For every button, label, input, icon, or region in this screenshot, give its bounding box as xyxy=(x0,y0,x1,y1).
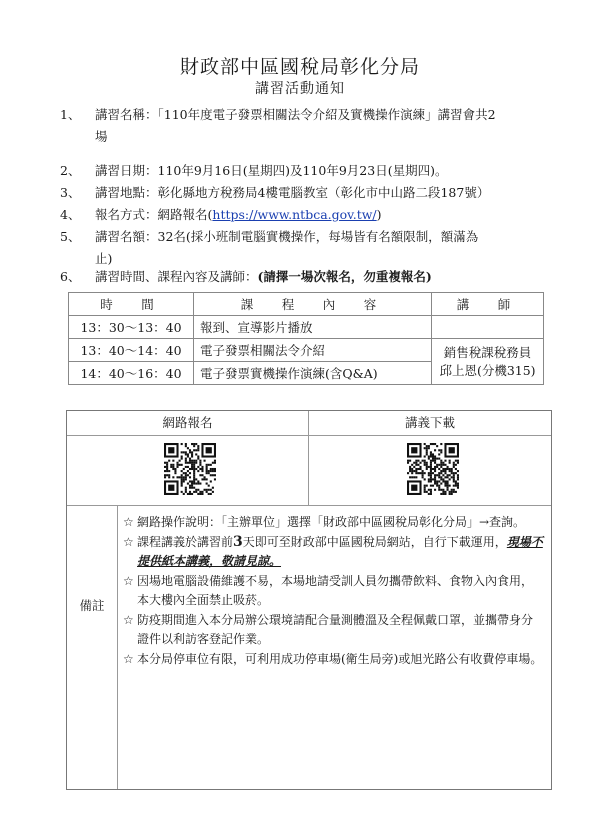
item-text: 講習日期：110年9月16日(星期四)及110年9月23日(星期四)。 xyxy=(95,163,448,178)
item-text: 講習名額：32名(採小班制電腦實機操作，每場皆有名額限制，額滿為 xyxy=(95,229,479,244)
star-icon: ☆ xyxy=(123,574,134,588)
star-icon: ☆ xyxy=(123,515,134,529)
star-icon: ☆ xyxy=(123,652,134,666)
item-text: 報名方式：網路報名( xyxy=(95,207,213,222)
handout-qr-code[interactable] xyxy=(407,443,459,495)
note-item: ☆ 課程講義於講習前3天即可至財政部中區國稅局網站，自行下載運用，現場不提供紙本講義，敬請見諒。 xyxy=(123,534,543,568)
page-title: 財政部中區國稅局彰化分局 xyxy=(179,56,420,78)
cell-content: 電子發票實機操作演練(含Q&A) xyxy=(194,362,432,385)
table-row xyxy=(69,316,544,339)
cell-time: 13：30～13：40 xyxy=(69,316,194,339)
divider xyxy=(67,505,551,506)
cell-content: 電子發票相關法令介紹 xyxy=(194,339,432,362)
cell-time: 14：40～16：40 xyxy=(69,362,194,385)
divider xyxy=(308,411,309,505)
cell-lecturer xyxy=(432,339,544,385)
header-time: 時 間 xyxy=(69,293,194,316)
item-text-suffix: ) xyxy=(376,207,382,222)
item-text-bold: (請擇一場次報名，勿重複報名) xyxy=(257,269,432,284)
item-text: 講習地點：彰化縣地方稅務局4樓電腦教室（彰化市中山路二段187號） xyxy=(95,185,490,200)
divider xyxy=(117,505,118,789)
item-number: 3、 xyxy=(60,185,81,200)
note-item: ☆ 防疫期間進入本分局辦公環境請配合量測體溫及全程佩戴口罩，並攜帶身分證件以利訪客登記作業。 xyxy=(123,613,534,646)
note-item: ☆ 本分局停車位有限，可利用成功停車場(衛生局旁)或旭光路公有收費停車場。 xyxy=(123,650,543,669)
table-row xyxy=(69,339,544,362)
page-subtitle: 講習活動通知 xyxy=(255,81,345,97)
cell-time: 13：40～14：40 xyxy=(69,339,194,362)
item-text-cont: 場 xyxy=(95,129,108,144)
note-item: ☆ 因場地電腦設備維護不易，本場地請受訓人員勿攜帶飲料、食物入內食用，本大樓內全面禁止吸菸。 xyxy=(123,574,534,607)
item-text: 講習名稱：「110年度電子發票相關法令介紹及實機操作演練」講習會共2 xyxy=(95,107,496,122)
header-content: 課 程 內 容 xyxy=(194,293,432,316)
cell-lecturer-empty xyxy=(432,316,544,339)
item-number: 2、 xyxy=(60,163,81,178)
star-icon: ☆ xyxy=(123,535,134,549)
table-header-row xyxy=(69,293,544,316)
lecturer-title: 銷售稅課稅務員 xyxy=(443,344,532,360)
note-label: 備註 xyxy=(79,598,105,613)
online-registration-header: 網路報名 xyxy=(67,411,308,436)
item-text-cont: 止) xyxy=(95,251,113,266)
star-icon: ☆ xyxy=(123,613,134,627)
lecturer-name: 邱上恩(分機315) xyxy=(439,362,536,378)
item-number: 1、 xyxy=(60,107,81,122)
info-box xyxy=(66,410,552,790)
item-text: 講習時間、課程內容及講師： xyxy=(95,269,258,284)
cell-content: 報到、宣導影片播放 xyxy=(194,316,432,339)
notes-list xyxy=(123,513,543,670)
handout-download-header: 講義下載 xyxy=(309,411,551,436)
registration-qr-code[interactable] xyxy=(164,443,216,495)
item-number: 6、 xyxy=(60,269,81,284)
item-number: 4、 xyxy=(60,207,81,222)
header-lecturer: 講 師 xyxy=(432,293,544,316)
schedule-table xyxy=(68,292,544,385)
note-item: ☆ 網路操作說明：「主辦單位」選擇「財政部中區國稅局彰化分局」→查詢。 xyxy=(123,513,543,532)
registration-link[interactable]: https://www.ntbca.gov.tw/ xyxy=(212,207,377,222)
item-number: 5、 xyxy=(60,229,81,244)
